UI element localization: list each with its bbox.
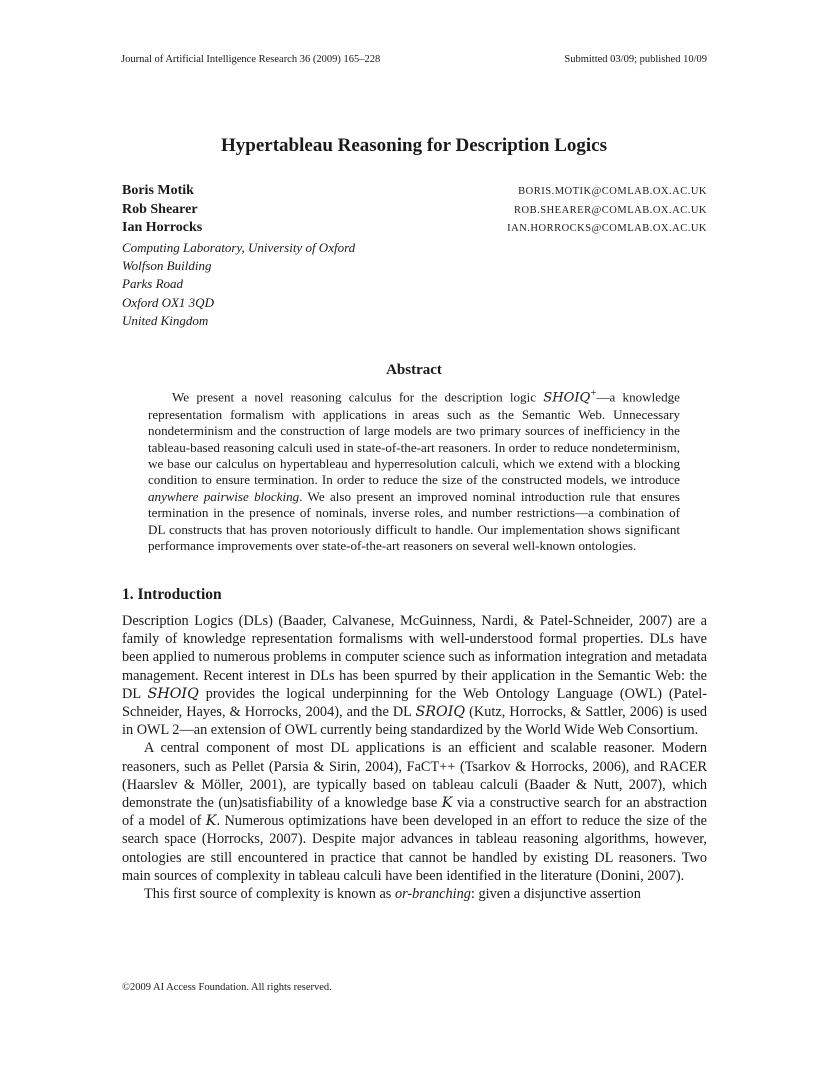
author-name: Rob Shearer	[122, 202, 198, 217]
abstract-paragraph: We present a novel reasoning calculus for the description logic SHOIQ+—a knowledge representation formalism with applications in areas such as the Semantic Web. Unnecessary nondeterminism and the construction of large models are two primary sources of inefficiency in the tableau-based reasoning calculi used in state-of-the-art reasoners. In order to reduce nondeterminism, we base our calculus on hypertableau and hyperresolution calculi, which we extend with a blocking condition to ensure termination. In order to reduce the size of the constructed models, we introduce anywhere pairwise blocking. We also present an improved nominal introduction rule that ensures termination in the presence of nominals, inverse roles, and number restrictions—a combination of DL constructs that has proven notoriously difficult to handle. Our implementation shows significant performance improvements over state-of-the-art reasoners on several well-known ontologies.	[148, 387, 680, 554]
author-email: IAN.HORROCKS@COMLAB.OX.AC.UK	[507, 223, 707, 234]
logic-name: SHOIQ	[147, 685, 199, 702]
emphasis: or-branching	[394, 886, 471, 903]
author-email: ROB.SHEARER@COMLAB.OX.AC.UK	[514, 205, 707, 216]
section-heading: 1. Introduction	[122, 586, 222, 603]
author-name: Boris Motik	[122, 183, 194, 198]
abstract-body	[148, 385, 680, 554]
abstract-heading: Abstract	[386, 362, 442, 378]
affiliation-line: United Kingdom	[122, 313, 209, 328]
affiliation-line: Wolfson Building	[122, 258, 212, 273]
knowledge-base-symbol: K	[205, 813, 217, 830]
affiliation-line: Parks Road	[122, 276, 184, 291]
logic-name: SROIQ	[415, 704, 466, 721]
body-paragraph: Description Logics (DLs) (Baader, Calvanese, McGuinness, Nardi, & Patel-Schneider, 2007) are a family of knowledge representation formalisms with well-understood formal properties. DLs have been applied to numerous problems in computer science such as information integration and metadata management. Recent interest in DLs has been spurred by their application in the Semantic Web: the DL SHOIQ provides the logical underpinning for the Web Ontology Language (OWL) (Patel-Schneider, Hayes, & Horrocks, 2004), and the DL SROIQ (Kutz, Horrocks, & Sattler, 2006) is used in OWL 2—an extension of OWL currently being standardized by the World Wide Web Consortium.	[122, 613, 707, 739]
section-body	[122, 612, 707, 903]
knowledge-base-symbol: K	[441, 795, 453, 812]
journal-header: Journal of Artificial Intelligence Research 36 (2009) 165–228	[121, 54, 381, 65]
body-paragraph: A central component of most DL applications is an efficient and scalable reasoner. Modern reasoners, such as Pellet (Parsia & Sirin, 2004), FaCT++ (Tsarkov & Horrocks, 2006), and RACER (Haarslev & Möller, 2001), are typically based on tableau calculi (Baader & Nutt, 2007), which demonstrate the (un)satisfiability of a knowledge base K via a constructive search for an abstraction of a model of K. Numerous optimizations have been developed in an effort to reduce the size of the search space (Horrocks, 2007). Despite major advances in tableau reasoning algorithms, however, ontologies are still encountered in practice that cannot be handled by existing DL reasoners. Two main sources of complexity in tableau calculi have been identified in the literature (Donini, 2007).	[122, 740, 707, 884]
logic-name: SHOIQ	[543, 390, 591, 406]
emphasis: anywhere pairwise blocking	[148, 488, 300, 504]
body-paragraph: This first source of complexity is known as or-branching: given a disjunctive assertion	[144, 886, 641, 903]
author-name: Ian Horrocks	[122, 220, 203, 235]
author-email: BORIS.MOTIK@COMLAB.OX.AC.UK	[518, 186, 707, 197]
affiliation-line: Oxford OX1 3QD	[122, 295, 214, 310]
copyright-footer: ©2009 AI Access Foundation. All rights reserved.	[122, 982, 332, 993]
affiliation-line: Computing Laboratory, University of Oxford	[122, 240, 356, 255]
submission-dates: Submitted 03/09; published 10/09	[564, 54, 707, 65]
paper-title: Hypertableau Reasoning for Description Logics	[221, 135, 607, 156]
